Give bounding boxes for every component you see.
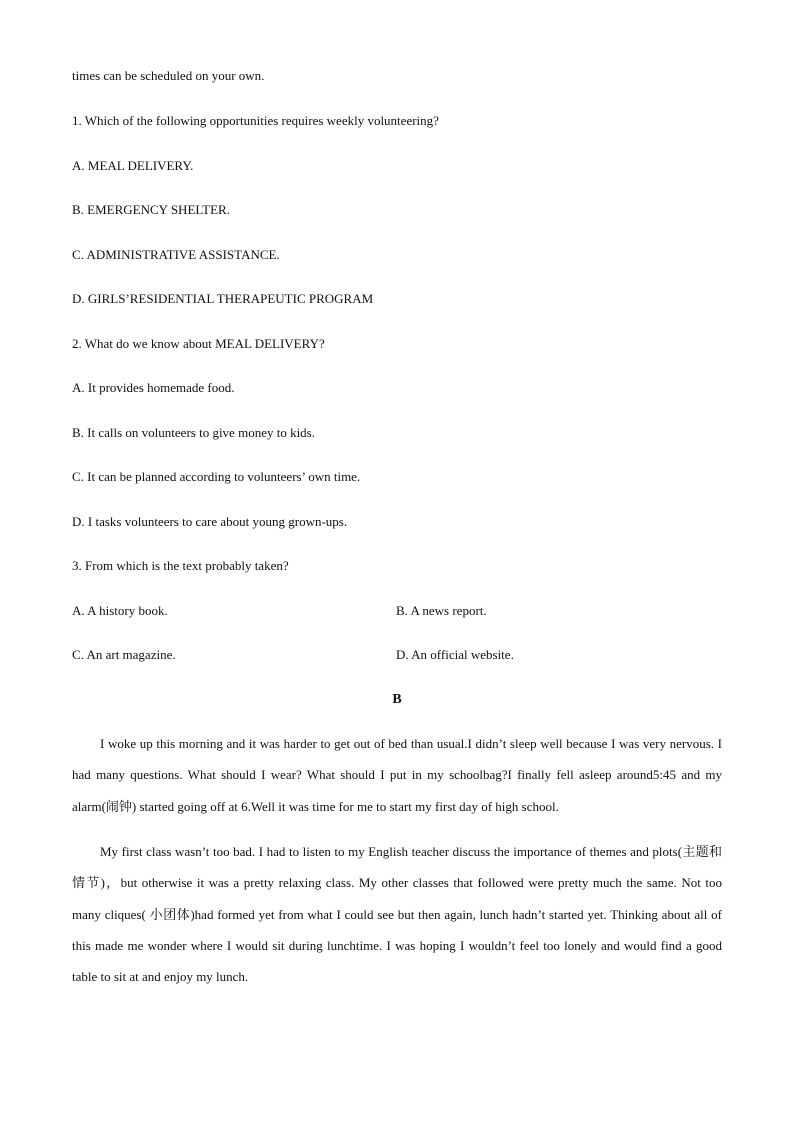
question-1-option-d: D. GIRLS’RESIDENTIAL THERAPEUTIC PROGRAM [72, 291, 374, 306]
question-3-option-c: C. An art magazine. [72, 647, 176, 662]
section-b-title: B [392, 692, 402, 707]
question-1-stem: 1. Which of the following opportunities requires weekly volunteering? [72, 113, 439, 128]
section-b-paragraph-1: I woke up this morning and it was harder to get out of bed than usual.I didn’t sleep well because I was very nervous. I had many questions. What should I wear? What should I put in my schoolbag?I finally fell asleep around5:45 and my alarm(闹钟) started going off at 6.Well it was time for me to start my first day of high school. [72, 736, 722, 814]
section-b-paragraph-2: My first class wasn’t too bad. I had to listen to my English teacher discuss the importance of themes and plots(主题和情节)，but otherwise it was a pretty relaxing class. My other classes that followed were pretty much the same. Not too many cliques( 小团体)had formed yet from what I could see but then again, lunch hadn’t started yet. Thinking about all of this made me wonder where I would sit during lunchtime. I was hoping I wouldn’t feel too lonely and would find a good table to sit at and enjoy my lunch. [72, 844, 722, 985]
question-2-option-c: C. It can be planned according to volunteers’ own time. [72, 469, 361, 484]
question-1-option-b: B. EMERGENCY SHELTER. [72, 202, 230, 217]
question-3-stem: 3. From which is the text probably taken? [72, 558, 289, 573]
question-3-option-d: D. An official website. [396, 647, 514, 662]
question-3-option-b: B. A news report. [396, 603, 487, 618]
question-2-option-b: B. It calls on volunteers to give money to kids. [72, 425, 315, 440]
question-1-option-a: A. MEAL DELIVERY. [72, 158, 194, 173]
lead-fragment: times can be scheduled on your own. [72, 68, 265, 83]
question-2-option-d: D. I tasks volunteers to care about young grown-ups. [72, 514, 348, 529]
question-3-option-a: A. A history book. [72, 603, 168, 618]
question-2-option-a: A. It provides homemade food. [72, 380, 235, 395]
question-2-stem: 2. What do we know about MEAL DELIVERY? [72, 336, 325, 351]
question-1-option-c: C. ADMINISTRATIVE ASSISTANCE. [72, 247, 280, 262]
